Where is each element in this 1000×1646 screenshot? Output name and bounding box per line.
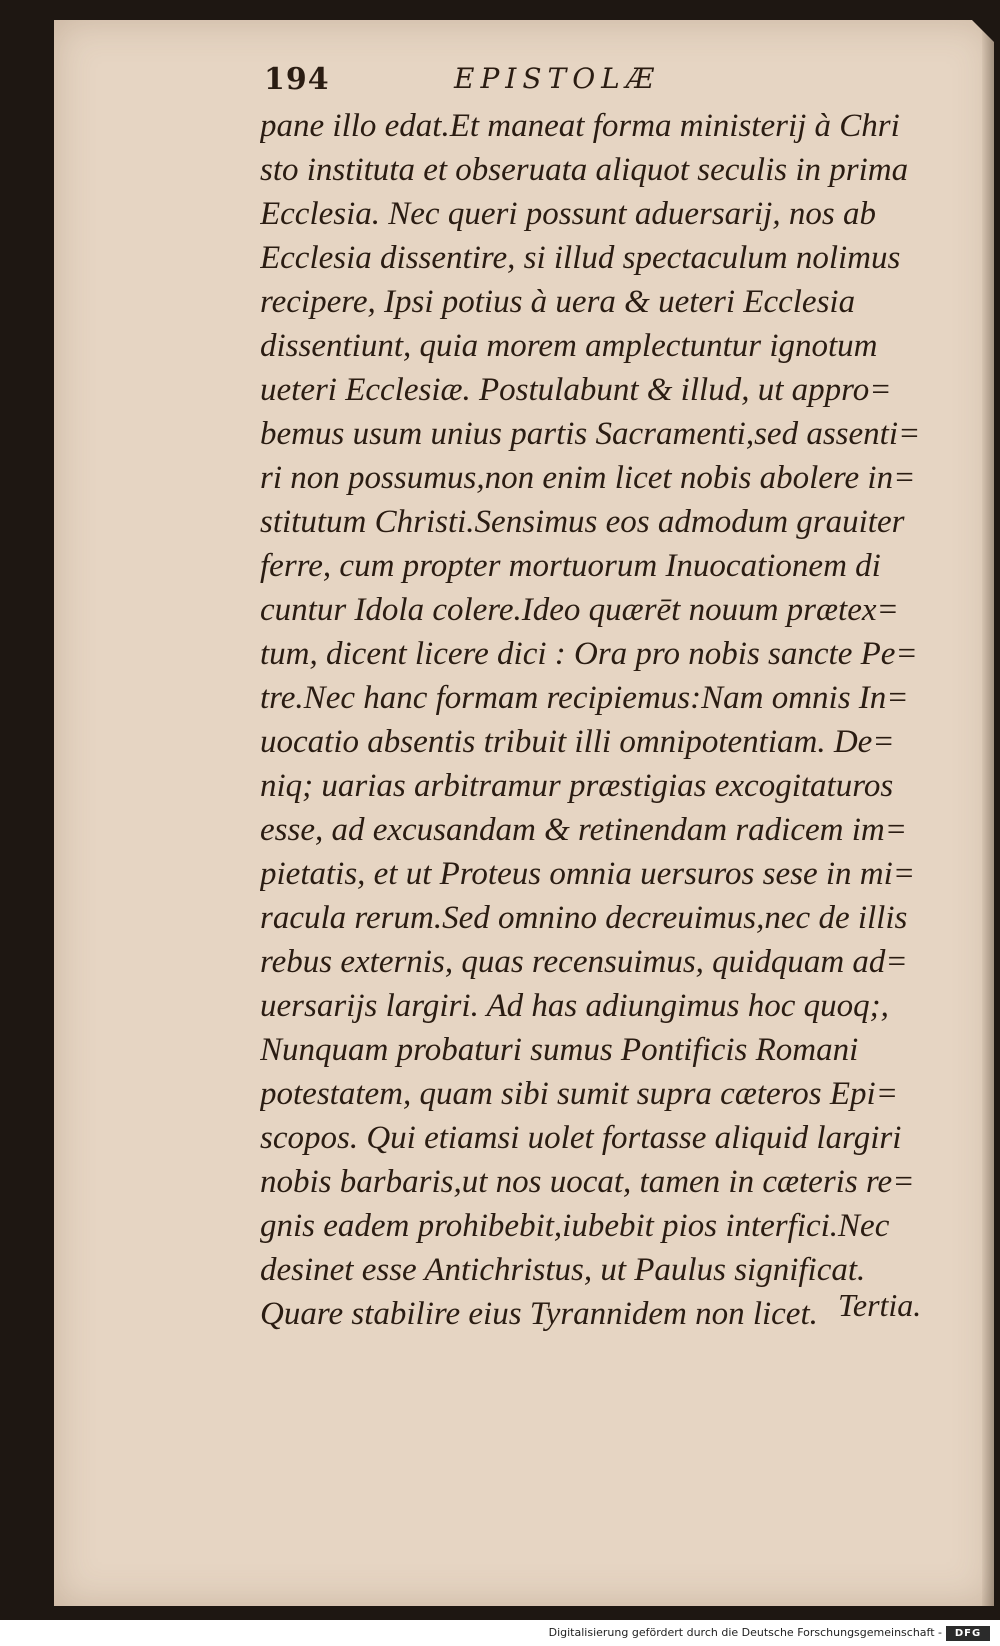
text-line: uersarijs largiri. Ad has adiungimus hoc quoq;, (260, 988, 889, 1024)
text-line: ueteri Ecclesiæ. Postulabunt & illud, ut appro= (260, 372, 892, 408)
text-line: Nunquam probaturi sumus Pontificis Romani (260, 1032, 859, 1068)
text-line: racula rerum.Sed omnino decreuimus,nec de illis (260, 900, 908, 936)
running-head: EPISTOLÆ (454, 62, 660, 95)
text-line: pietatis, et ut Proteus omnia uersuros sese in mi= (260, 856, 916, 892)
page-header (264, 62, 924, 102)
text-line: uocatio absentis tribuit illi omnipotentiam. De= (260, 724, 895, 760)
text-line: gnis eadem prohibebit,iubebit pios interfici.Nec (260, 1208, 890, 1244)
text-line: Ecclesia dissentire, si illud spectaculum nolimus (260, 240, 901, 276)
page-corner-fold (972, 20, 994, 42)
text-line: niq; uarias arbitramur præstigias excogitaturos (260, 768, 894, 804)
text-line: recipere, Ipsi potius à uera & ueteri Ecclesia (260, 284, 856, 320)
text-line: dissentiunt, quia morem amplectuntur ignotum (260, 328, 878, 364)
text-line: Quare stabilire eius Tyrannidem non licet. (260, 1296, 818, 1332)
text-line: rebus externis, quas recensuimus, quidquam ad= (260, 944, 908, 980)
text-line: scopos. Qui etiamsi uolet fortasse aliquid largiri (260, 1120, 902, 1156)
text-line: esse, ad excusandam & retinendam radicem im= (260, 812, 907, 848)
catchword: Tertia. (838, 1287, 922, 1323)
footer-bar (0, 1624, 1000, 1646)
text-line: bemus usum unius partis Sacramenti,sed assenti= (260, 416, 921, 452)
text-line: stitutum Christi.Sensimus eos admodum grauiter (260, 504, 905, 540)
text-line: desinet esse Antichristus, ut Paulus significat. (260, 1252, 866, 1288)
text-line: tre.Nec hanc formam recipiemus:Nam omnis In= (260, 680, 909, 716)
text-line: nobis barbaris,ut nos uocat, tamen in cæteris re= (260, 1164, 915, 1200)
text-line: Ecclesia. Nec queri possunt aduersarij, nos ab (260, 196, 876, 232)
text-line: ferre, cum propter mortuorum Inuocationem di (260, 548, 881, 584)
dfg-logo: DFG (946, 1626, 990, 1641)
text-line: sto instituta et obseruata aliquot seculis in prima (260, 152, 909, 188)
text-line: ri non possumus,non enim licet nobis abolere in= (260, 460, 916, 496)
text-line: potestatem, quam sibi sumit supra cæteros Epi= (260, 1076, 898, 1112)
page-number: 194 (264, 62, 330, 97)
text-line: tum, dicent licere dici : Ora pro nobis sancte Pe= (260, 636, 918, 672)
page-edge-shadow (982, 20, 994, 1606)
body-text (260, 104, 950, 1336)
text-line: pane illo edat.Et maneat forma ministerij à Chri (260, 108, 900, 144)
funding-note: Digitalisierung gefördert durch die Deutsche Forschungsgemeinschaft - (548, 1626, 942, 1639)
text-line: cuntur Idola colere.Ideo quærēt nouum prætex= (260, 592, 899, 628)
